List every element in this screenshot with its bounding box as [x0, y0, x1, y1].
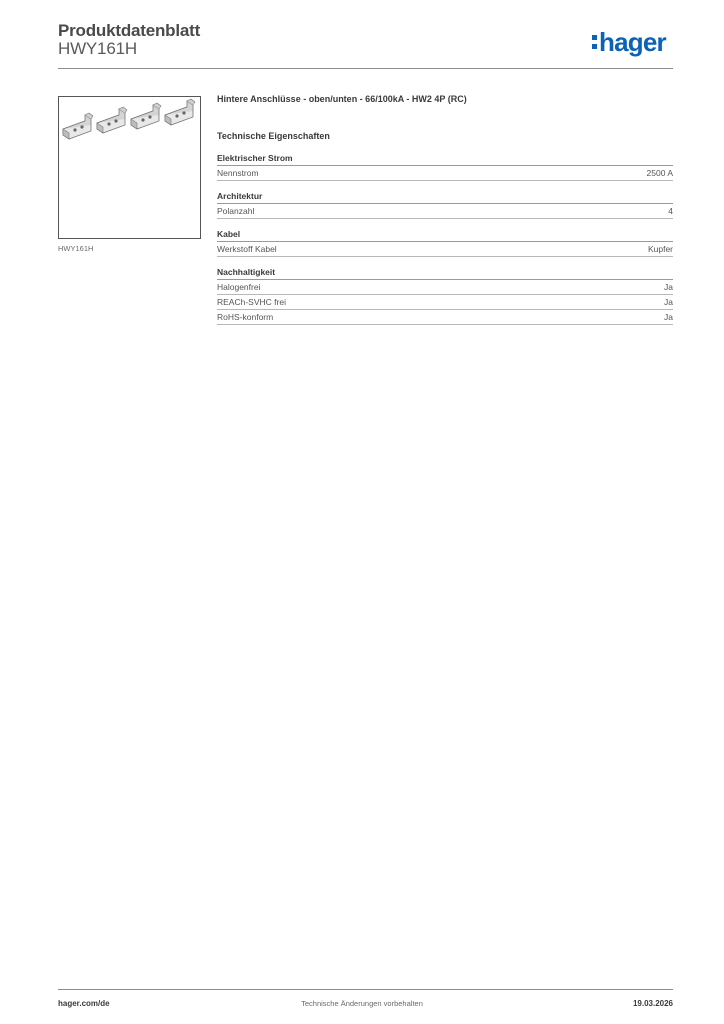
- footer-website-link[interactable]: hager.com/de: [58, 999, 110, 1008]
- spec-content: [217, 94, 673, 335]
- spec-row: [217, 310, 673, 325]
- spec-row: [217, 280, 673, 295]
- group-title: Elektrischer Strom: [217, 153, 673, 166]
- spec-label: Halogenfrei: [217, 282, 261, 292]
- spec-value: Ja: [664, 312, 673, 322]
- logo-text: hager: [599, 27, 666, 57]
- header-divider: [58, 68, 673, 69]
- spec-label: REACh-SVHC frei: [217, 297, 286, 307]
- spec-group-architecture: [217, 191, 673, 219]
- group-title: Nachhaltigkeit: [217, 267, 673, 280]
- group-title: Kabel: [217, 229, 673, 242]
- image-caption: HWY161H: [58, 244, 94, 253]
- footer-divider: [58, 989, 673, 990]
- spec-label: RoHS-konform: [217, 312, 274, 322]
- product-image: [58, 96, 201, 239]
- spec-row: [217, 166, 673, 181]
- page-title: Produktdatenblatt: [58, 21, 201, 40]
- footer-date: 19.03.2026: [632, 999, 673, 1008]
- spec-row: [217, 204, 673, 219]
- footer-disclaimer: Technische Änderungen vorbehalten: [301, 999, 423, 1008]
- spec-value: 4: [668, 206, 673, 216]
- hager-logo: [591, 27, 666, 57]
- group-title: Architektur: [217, 191, 673, 204]
- spec-label: Werkstoff Kabel: [217, 244, 277, 254]
- product-title: Hintere Anschlüsse - oben/unten - 66/100kA - HW2 4P (RC): [217, 94, 467, 104]
- logo-colon-icon: [591, 32, 599, 52]
- spec-row: [217, 295, 673, 310]
- spec-value: 2500 A: [646, 168, 673, 178]
- spec-label: Nennstrom: [217, 168, 259, 178]
- spec-value: Ja: [664, 297, 673, 307]
- spec-group-cable: [217, 229, 673, 257]
- section-title: Technische Eigenschaften: [217, 131, 330, 141]
- spec-label: Polanzahl: [217, 206, 255, 216]
- product-code: HWY161H: [58, 39, 137, 58]
- spec-group-electrical: [217, 153, 673, 181]
- spec-value: Ja: [664, 282, 673, 292]
- spec-group-sustainability: [217, 267, 673, 325]
- terminal-connectors-image: [59, 97, 200, 238]
- spec-row: [217, 242, 673, 257]
- spec-value: Kupfer: [647, 244, 673, 254]
